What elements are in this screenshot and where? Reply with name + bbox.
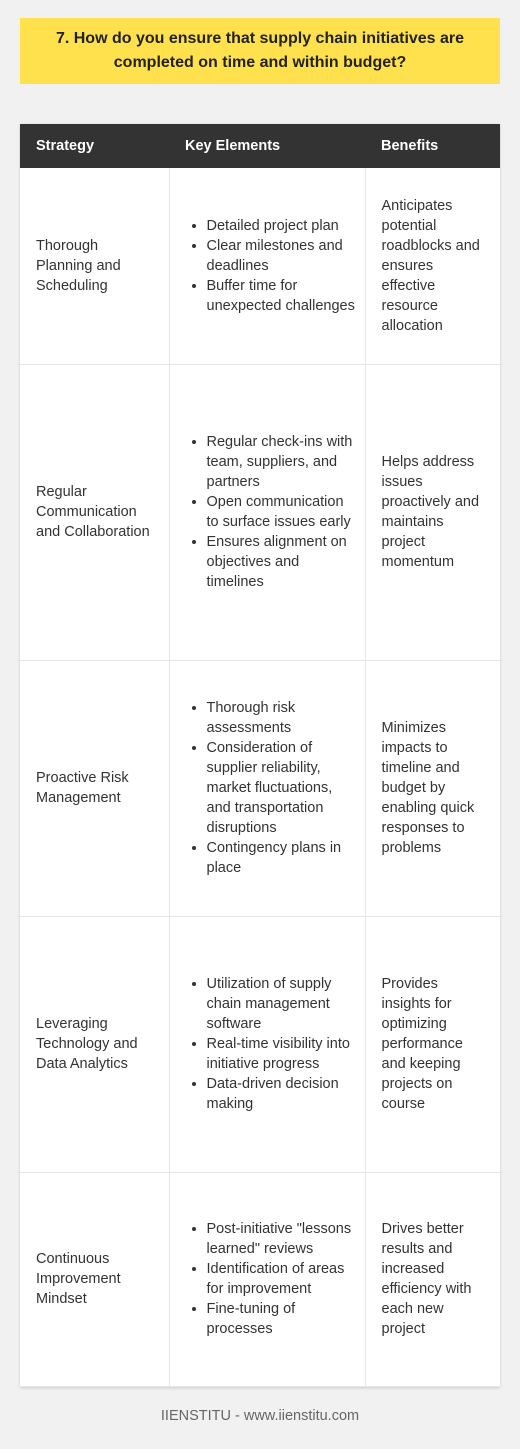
footer-credit: IIENSTITU - www.iienstitu.com — [160, 1408, 360, 1424]
benefits-cell: Minimizes impacts to timeline and budget by enabling quick responses to problems — [365, 660, 500, 916]
strategy-table — [20, 124, 500, 1387]
list-item: • Regular check-ins with team, suppliers, and partners — [207, 432, 357, 492]
header-strategy: Strategy — [20, 124, 169, 168]
table-row — [20, 364, 500, 660]
strategy-cell: Thorough Planning and Scheduling — [20, 168, 169, 364]
key-elements-list — [190, 432, 357, 592]
strategy-table-grid — [20, 124, 500, 1387]
table-row — [20, 660, 500, 916]
key-elements-cell — [169, 916, 365, 1172]
list-item: • Utilization of supply chain management software — [207, 974, 357, 1034]
key-elements-list — [190, 698, 357, 878]
list-item: • Post-initiative "lessons learned" reviews — [207, 1219, 357, 1259]
key-elements-cell — [169, 364, 365, 660]
list-item: • Real-time visibility into initiative progress — [207, 1034, 357, 1074]
strategy-cell: Leveraging Technology and Data Analytics — [20, 916, 169, 1172]
list-item: • Open communication to surface issues early — [207, 492, 357, 532]
key-elements-cell — [169, 660, 365, 916]
list-item: • Contingency plans in place — [207, 838, 357, 878]
table-body — [20, 168, 500, 1386]
strategy-cell: Regular Communication and Collaboration — [20, 364, 169, 660]
list-item: • Fine-tuning of processes — [207, 1299, 357, 1339]
benefits-cell: Helps address issues proactively and maintains project momentum — [365, 364, 500, 660]
key-elements-list — [190, 1219, 357, 1339]
key-elements-cell — [169, 1172, 365, 1386]
benefits-cell: Provides insights for optimizing performance and keeping projects on course — [365, 916, 500, 1172]
list-item: • Thorough risk assessments — [207, 698, 357, 738]
strategy-cell: Proactive Risk Management — [20, 660, 169, 916]
page-title: 7. How do you ensure that supply chain initiatives are completed on time and within budget? — [55, 30, 465, 71]
key-elements-list — [190, 974, 357, 1114]
list-item: • Detailed project plan — [207, 216, 357, 236]
strategy-cell: Continuous Improvement Mindset — [20, 1172, 169, 1386]
table-header-row — [20, 124, 500, 168]
list-item: • Data-driven decision making — [207, 1074, 357, 1114]
table-row — [20, 1172, 500, 1386]
table-row — [20, 916, 500, 1172]
benefits-cell: Anticipates potential roadblocks and ensures effective resource allocation — [365, 168, 500, 364]
key-elements-cell — [169, 168, 365, 364]
list-item: • Ensures alignment on objectives and timelines — [207, 532, 357, 592]
title-banner — [20, 18, 500, 84]
header-benefits: Benefits — [365, 124, 500, 168]
list-item: • Clear milestones and deadlines — [207, 236, 357, 276]
header-key-elements: Key Elements — [169, 124, 365, 168]
list-item: • Buffer time for unexpected challenges — [207, 276, 357, 316]
table-row — [20, 168, 500, 364]
list-item: • Identification of areas for improvement — [207, 1259, 357, 1299]
table-header — [20, 124, 500, 168]
list-item: • Consideration of supplier reliability, market fluctuations, and transportation disruptions — [207, 738, 357, 838]
key-elements-list — [190, 216, 357, 316]
benefits-cell: Drives better results and increased efficiency with each new project — [365, 1172, 500, 1386]
